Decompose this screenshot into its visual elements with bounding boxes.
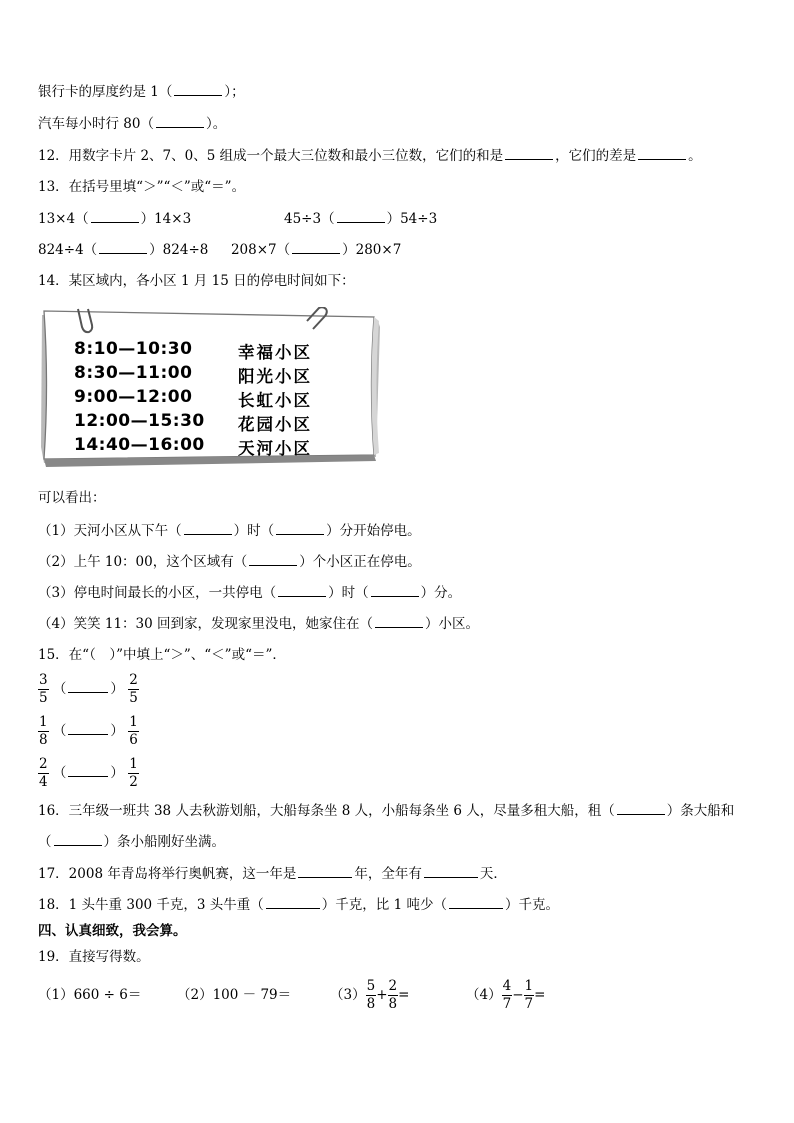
- answer-blank[interactable]: [617, 801, 665, 815]
- question-14-1: （1）天河小区从下午（ ）时（ ）分开始停电。: [38, 523, 421, 539]
- question-13-row1-a: 13×4（ ）14×3: [38, 211, 192, 227]
- answer-blank[interactable]: [371, 583, 419, 597]
- answer-blank[interactable]: [249, 552, 297, 566]
- line-car-speed: 汽车每小时行 80（ ）。: [38, 116, 227, 132]
- notice-place: 幸福小区: [238, 343, 312, 362]
- notice-time: 8:30—11:00: [74, 363, 193, 383]
- fraction: $\frac{3}{5}$: [39, 672, 48, 706]
- answer-blank[interactable]: [638, 146, 686, 160]
- question-19: 19．直接写得数。: [38, 949, 150, 965]
- calc-item-1: （1）660 ÷ 6＝: [38, 987, 142, 1003]
- notice-place: 花园小区: [238, 415, 312, 434]
- question-14-3: （3）停电时间最长的小区，一共停电（ ）时（ ）分。: [38, 585, 462, 601]
- question-12: 12．用数字卡片 2、7、0、5 组成一个最大三位数和最小三位数，它们的和是 ，它们的差是 。: [38, 148, 702, 164]
- answer-blank[interactable]: [278, 583, 326, 597]
- answer-blank[interactable]: [184, 521, 232, 535]
- question-13-row1-b: 45÷3（ ）54÷3: [284, 211, 438, 227]
- fraction-compare-2: $\frac{1}{8}$ （ ） $\frac{1}{6}$: [39, 714, 138, 748]
- answer-blank[interactable]: [298, 864, 352, 878]
- fraction: $\frac{2}{8}$: [388, 978, 398, 1012]
- fraction: $\frac{5}{8}$: [366, 978, 376, 1012]
- fraction: $\frac{4}{7}$: [502, 978, 512, 1012]
- fraction-compare-3: $\frac{2}{4}$ （ ） $\frac{1}{2}$: [39, 756, 138, 790]
- fraction: $\frac{1}{2}$: [129, 756, 138, 790]
- question-15: 15．在“（ ）”中填上“＞”、“＜”或“＝”．: [38, 647, 286, 663]
- notice-place: 天河小区: [238, 439, 312, 458]
- fraction: $\frac{1}{8}$: [39, 714, 48, 748]
- question-16: 16．三年级一班共 38 人去秋游划船，大船每条坐 8 人，小船每条坐 6 人，尽量多租大船，租（ ）条大船和: [38, 803, 735, 819]
- question-14-4: （4）笑笑 11：30 回到家，发现家里没电，她家住在（ ）小区。: [38, 616, 480, 632]
- question-13: 13．在括号里填“＞”“＜”或“＝”。: [38, 179, 246, 195]
- answer-blank[interactable]: [68, 721, 108, 735]
- notice-place: 长虹小区: [238, 391, 312, 410]
- notice-time: 14:40—16:00: [74, 435, 205, 455]
- calc-item-3: （3） $\frac{5}{8}$ + $\frac{2}{8}$ =: [330, 978, 410, 1012]
- answer-blank[interactable]: [266, 895, 320, 909]
- answer-blank[interactable]: [174, 82, 222, 96]
- notice-time: 8:10—10:30: [74, 339, 193, 359]
- fraction: $\frac{2}{5}$: [129, 672, 138, 706]
- fraction: $\frac{1}{6}$: [129, 714, 138, 748]
- answer-blank[interactable]: [68, 763, 108, 777]
- question-13-row2: 824÷4（ ）824÷8 208×7（ ）280×7: [38, 242, 402, 258]
- calc-item-2: （2）100 － 79＝: [177, 987, 292, 1003]
- answer-blank[interactable]: [505, 146, 553, 160]
- section-4-heading: 四、认真细致，我会算。: [38, 923, 187, 939]
- fraction: $\frac{2}{4}$: [39, 756, 48, 790]
- calc-item-4: （4） $\frac{4}{7}$ − $\frac{1}{7}$ =: [466, 978, 546, 1012]
- answer-blank[interactable]: [375, 614, 423, 628]
- notice-time: 12:00—15:30: [74, 411, 205, 431]
- question-16-cont: （ ）条小船刚好坐满。: [38, 834, 225, 850]
- answer-blank[interactable]: [424, 864, 478, 878]
- question-14-2: （2）上午 10：00，这个区域有（ ）个小区正在停电。: [38, 554, 421, 570]
- fraction-compare-1: $\frac{3}{5}$ （ ） $\frac{2}{5}$: [39, 672, 138, 706]
- answer-blank[interactable]: [276, 521, 324, 535]
- answer-blank[interactable]: [99, 240, 147, 254]
- answer-blank[interactable]: [337, 209, 385, 223]
- fraction: $\frac{1}{7}$: [524, 978, 534, 1012]
- answer-blank[interactable]: [449, 895, 503, 909]
- line-bank-card: 银行卡的厚度约是 1（ ）；: [38, 84, 245, 100]
- answer-blank[interactable]: [54, 832, 102, 846]
- answer-blank[interactable]: [292, 240, 340, 254]
- question-14-intro: 可以看出：: [38, 490, 106, 506]
- answer-blank[interactable]: [68, 679, 108, 693]
- notice-time: 9:00—12:00: [74, 387, 193, 407]
- question-18: 18．1 头牛重 300 千克，3 头牛重（ ）千克，比 1 吨少（ ）千克。: [38, 897, 559, 913]
- answer-blank[interactable]: [91, 209, 139, 223]
- question-17: 17．2008 年青岛将举行奥帆赛，这一年是 年，全年有 天．: [38, 866, 507, 882]
- notice-place: 阳光小区: [238, 367, 312, 386]
- question-14: 14．某区域内，各小区 1 月 15 日的停电时间如下：: [38, 273, 355, 289]
- answer-blank[interactable]: [156, 114, 204, 128]
- power-outage-notice: [38, 307, 383, 470]
